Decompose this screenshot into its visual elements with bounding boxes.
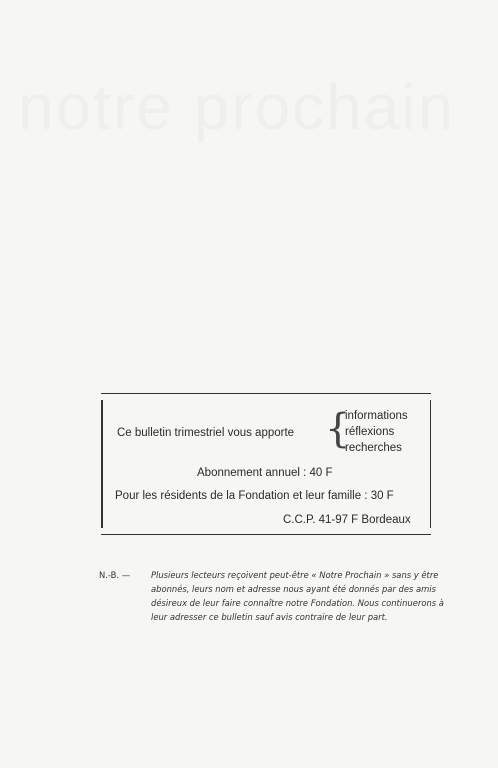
topic-item: informations [345, 410, 408, 422]
offer-text: Ce bulletin trimestriel vous apporte [117, 427, 295, 439]
note-label: N.-B. — [99, 570, 131, 580]
topics-list [345, 408, 408, 456]
topic-item: réflexions [345, 426, 395, 438]
residents-rate: Pour les résidents de la Fondation et leur famille : 30 F [115, 490, 394, 502]
subscription-box [101, 393, 431, 535]
box-left-border [101, 400, 103, 528]
note-block [99, 568, 455, 624]
brace-icon: { [325, 406, 351, 452]
annual-subscription: Abonnement annuel : 40 F [197, 467, 333, 479]
note-text: Plusieurs lecteurs reçoivent peut-être « Notre Prochain » sans y être abonnés, leurs nom et adresse nous ayant été donnés par des amis désireux de leur faire connaître notre Fondation. Nous continuerons à leur adresser ce bulletin sauf avis contraire de leur part. [151, 570, 444, 622]
topic-item: recherches [345, 442, 402, 454]
ghost-title: notre prochain [18, 71, 456, 143]
ccp-account: C.C.P. 41-97 F Bordeaux [283, 514, 411, 526]
box-right-border [430, 400, 432, 528]
